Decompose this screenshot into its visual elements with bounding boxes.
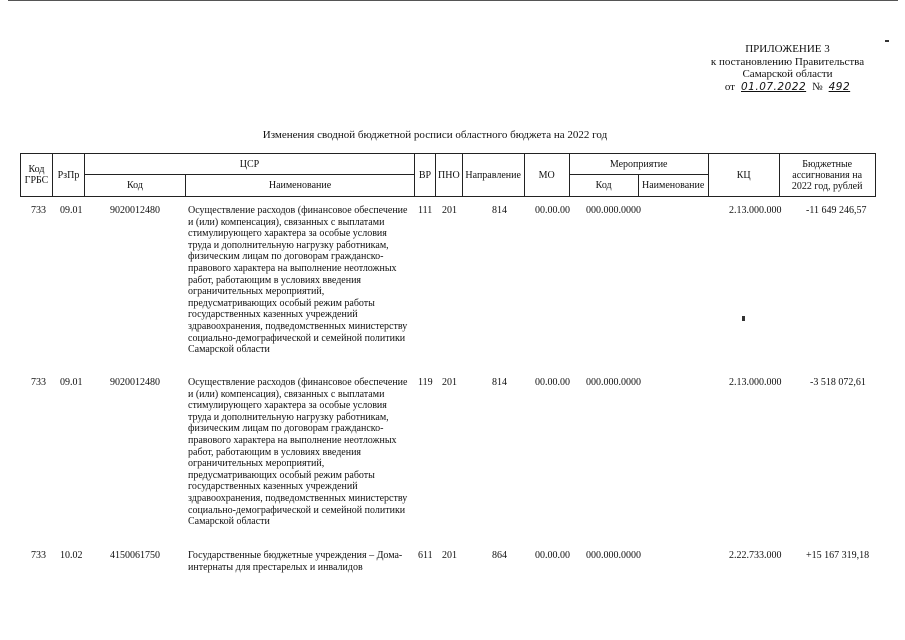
cell-rzpr: 09.01 (60, 377, 83, 388)
appendix-date-line (700, 81, 875, 94)
header-vr: ВР (415, 154, 436, 197)
cell-rzpr: 10.02 (60, 550, 83, 561)
decree-number: 492 (828, 80, 851, 93)
cell-direction: 814 (492, 377, 507, 388)
date-prefix: от (724, 80, 735, 93)
appendix-line-1: к постановлению Правительства (710, 55, 865, 68)
scan-speck (885, 40, 889, 42)
appendix-line-2: Самарской области (742, 68, 833, 80)
decree-date: 01.07.2022 (741, 80, 807, 93)
cell-event-code: 000.000.0000 (586, 377, 641, 388)
cell-mo: 00.00.00 (535, 205, 570, 216)
cell-amount: +15 167 319,18 (806, 550, 870, 561)
header-kc: КЦ (708, 154, 779, 197)
cell-name: Осуществление расходов (финансовое обеспечение и (или) компенсация), связанных с выплатами стимулирующего характера за особые условия труда и дополнительную нагрузку работникам, физическим лицам по договорам гражданско-правового характера на выполнение неотложных работ, работающим в условиях введения ограничительных мероприятий, предусматривающих особый режим работы государственных казенных учреждений здравоохранения, подведомственных министерству социально-демографической и семейной политики Самарской области (188, 205, 408, 356)
cell-vr: 111 (418, 205, 433, 216)
header-event: Мероприятие (569, 154, 708, 175)
cell-kc: 2.22.733.000 (729, 550, 782, 561)
cell-name: Осуществление расходов (финансовое обеспечение и (или) компенсация), связанных с выплатами стимулирующего характера за особые условия труда и дополнительную нагрузку работникам, физическим лицам по договорам гражданско-правового характера на выполнение неотложных работ, работающим в условиях введения ограничительных мероприятий, предусматривающих особый режим работы государственных казенных учреждений здравоохранения, подведомственных министерству социально-демографической и семейной политики Самарской области (188, 377, 408, 528)
header-csr: ЦСР (85, 154, 415, 175)
header-csr-name: Наименование (186, 175, 415, 197)
table-header (20, 153, 876, 197)
cell-direction: 814 (492, 205, 507, 216)
scan-speck (742, 316, 745, 321)
cell-vr: 611 (418, 550, 433, 561)
cell-direction: 864 (492, 550, 507, 561)
cell-event-code: 000.000.0000 (586, 205, 641, 216)
header-rzpr: РзПр (53, 154, 85, 197)
cell-pno: 201 (442, 550, 457, 561)
header-event-code: Код (569, 175, 638, 197)
header-mo: МО (524, 154, 569, 197)
header-pno: ПНО (436, 154, 463, 197)
document-title: Изменения сводной бюджетной росписи областного бюджета на 2022 год (262, 129, 608, 141)
cell-name: Государственные бюджетные учреждения – Дома-интернаты для престарелых и инвалидов (188, 550, 403, 573)
cell-mo: 00.00.00 (535, 550, 570, 561)
cell-csr-code: 9020012480 (110, 377, 160, 388)
header-amount: Бюджетные ассигнования на 2022 год, рублей (779, 154, 875, 197)
number-prefix: № (812, 80, 823, 93)
cell-mo: 00.00.00 (535, 377, 570, 388)
header-direction: Направление (462, 154, 524, 197)
cell-kc: 2.13.000.000 (729, 205, 782, 216)
cell-csr-code: 9020012480 (110, 205, 160, 216)
cell-rzpr: 09.01 (60, 205, 83, 216)
cell-pno: 201 (442, 377, 457, 388)
cell-grbs: 733 (31, 377, 46, 388)
cell-pno: 201 (442, 205, 457, 216)
cell-csr-code: 4150061750 (110, 550, 160, 561)
cell-amount: -11 649 246,57 (806, 205, 867, 216)
cell-grbs: 733 (31, 205, 46, 216)
cell-event-code: 000.000.0000 (586, 550, 641, 561)
cell-kc: 2.13.000.000 (729, 377, 782, 388)
top-edge-line (8, 0, 898, 1)
header-csr-code: Код (85, 175, 186, 197)
cell-grbs: 733 (31, 550, 46, 561)
cell-vr: 119 (418, 377, 433, 388)
cell-amount: -3 518 072,61 (810, 377, 866, 388)
appendix-heading: ПРИЛОЖЕНИЕ 3 (745, 43, 830, 55)
header-grbs: Код ГРБС (21, 154, 53, 197)
header-event-name: Наименование (638, 175, 708, 197)
appendix-block (700, 43, 875, 93)
